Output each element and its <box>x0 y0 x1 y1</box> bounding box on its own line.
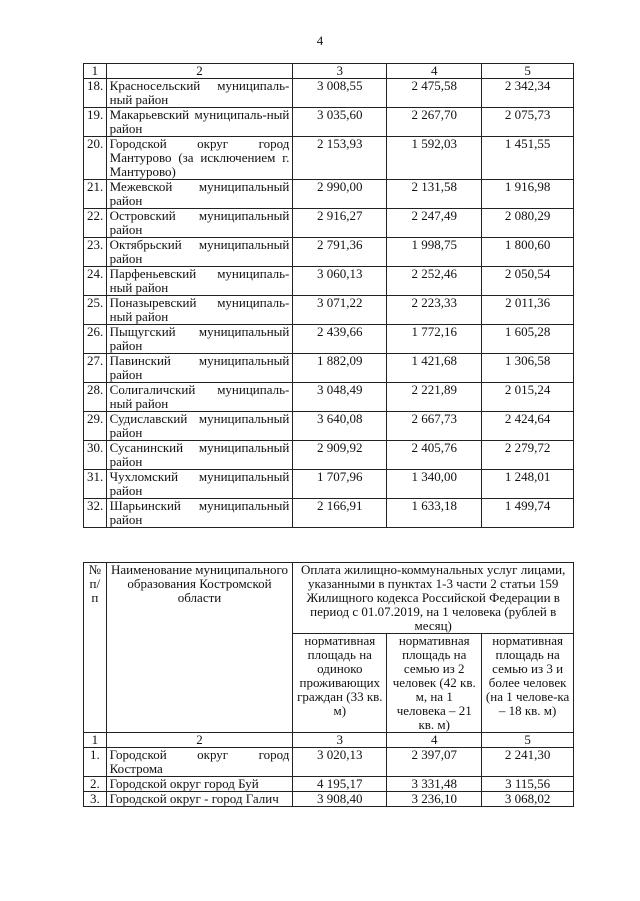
column-number-row <box>84 64 574 79</box>
value-family-3plus: 2 279,72 <box>482 441 574 470</box>
table-row <box>84 267 574 296</box>
municipality-name: Островский муниципальный район <box>106 209 293 238</box>
table-row <box>84 777 574 792</box>
table-row <box>84 108 574 137</box>
table-row <box>84 79 574 108</box>
value-family-3plus: 3 115,56 <box>482 777 574 792</box>
value-family-3plus: 1 499,74 <box>482 499 574 528</box>
value-single: 3 048,49 <box>293 383 387 412</box>
row-number: 21. <box>84 180 107 209</box>
column-number: 2 <box>106 64 293 79</box>
value-family-3plus: 2 424,64 <box>482 412 574 441</box>
subheader-single: нормативная площадь на одиноко проживающих граждан (33 кв. м) <box>293 634 387 733</box>
value-family-3plus: 1 451,55 <box>482 137 574 180</box>
value-family-2: 1 421,68 <box>387 354 482 383</box>
header-municipality: Наименование муниципального образования Костромской области <box>106 563 293 733</box>
table-row <box>84 137 574 180</box>
municipality-name: Поназыревский муниципаль-ный район <box>106 296 293 325</box>
rates-table-continued <box>83 63 574 528</box>
value-single: 2 990,00 <box>293 180 387 209</box>
table-row <box>84 354 574 383</box>
value-family-3plus: 1 916,98 <box>482 180 574 209</box>
value-family-3plus: 1 248,01 <box>482 470 574 499</box>
value-family-3plus: 1 306,58 <box>482 354 574 383</box>
municipality-name: Городской округ город Мантурово (за исключением г. Мантурово) <box>106 137 293 180</box>
header-payment-group: Оплата жилищно-коммунальных услуг лицами, указанными в пунктах 1-3 части 2 статьи 159 Жилищного кодекса Российской Федерации в период с 01.07.2019, на 1 человека (рублей в месяц) <box>293 563 574 634</box>
municipality-name: Межевской муниципальный район <box>106 180 293 209</box>
subheader-family-3plus: нормативная площадь на семью из 3 и более человек (на 1 челове-ка – 18 кв. м) <box>482 634 574 733</box>
municipality-name: Октябрьский муниципальный район <box>106 238 293 267</box>
value-family-2: 1 592,03 <box>387 137 482 180</box>
table-row <box>84 325 574 354</box>
value-family-2: 2 267,70 <box>387 108 482 137</box>
municipality-name: Солигаличский муниципаль-ный район <box>106 383 293 412</box>
row-number: 3. <box>84 792 107 807</box>
row-number: 23. <box>84 238 107 267</box>
row-number: 31. <box>84 470 107 499</box>
value-family-2: 2 247,49 <box>387 209 482 238</box>
value-family-2: 2 252,46 <box>387 267 482 296</box>
value-family-3plus: 2 241,30 <box>482 748 574 777</box>
table-row <box>84 412 574 441</box>
value-family-2: 2 131,58 <box>387 180 482 209</box>
column-number: 3 <box>293 64 387 79</box>
header-row <box>84 563 574 634</box>
table-row <box>84 296 574 325</box>
column-number: 3 <box>293 733 387 748</box>
value-single: 2 166,91 <box>293 499 387 528</box>
value-family-2: 1 772,16 <box>387 325 482 354</box>
value-single: 2 909,92 <box>293 441 387 470</box>
table-row <box>84 441 574 470</box>
value-single: 3 071,22 <box>293 296 387 325</box>
value-single: 3 035,60 <box>293 108 387 137</box>
value-family-3plus: 2 080,29 <box>482 209 574 238</box>
row-number: 32. <box>84 499 107 528</box>
value-family-2: 2 405,76 <box>387 441 482 470</box>
table-row <box>84 238 574 267</box>
municipality-name: Красносельский муниципаль-ный район <box>106 79 293 108</box>
municipality-name: Городской округ - город Галич <box>106 792 293 807</box>
column-number: 4 <box>387 733 482 748</box>
value-single: 3 640,08 <box>293 412 387 441</box>
value-family-2: 3 236,10 <box>387 792 482 807</box>
municipality-name: Парфеньевский муниципаль-ный район <box>106 267 293 296</box>
column-number: 2 <box>106 733 293 748</box>
row-number: 19. <box>84 108 107 137</box>
subheader-family-2: нормативная площадь на семью из 2 человек (42 кв. м, на 1 человека – 21 кв. м) <box>387 634 482 733</box>
row-number: 22. <box>84 209 107 238</box>
value-single: 2 791,36 <box>293 238 387 267</box>
table-row <box>84 209 574 238</box>
value-single: 3 020,13 <box>293 748 387 777</box>
column-number: 4 <box>387 64 482 79</box>
header-number: № п/п <box>84 563 107 733</box>
value-family-3plus: 2 015,24 <box>482 383 574 412</box>
municipality-name: Макарьевский муниципаль-ный район <box>106 108 293 137</box>
row-number: 20. <box>84 137 107 180</box>
value-family-2: 2 475,58 <box>387 79 482 108</box>
value-family-3plus: 2 011,36 <box>482 296 574 325</box>
row-number: 26. <box>84 325 107 354</box>
table-row <box>84 748 574 777</box>
row-number: 29. <box>84 412 107 441</box>
column-number: 5 <box>482 64 574 79</box>
value-family-2: 2 667,73 <box>387 412 482 441</box>
value-single: 3 908,40 <box>293 792 387 807</box>
value-family-2: 1 633,18 <box>387 499 482 528</box>
municipality-name: Городской округ город Буй <box>106 777 293 792</box>
value-family-2: 2 221,89 <box>387 383 482 412</box>
value-family-3plus: 2 050,54 <box>482 267 574 296</box>
row-number: 25. <box>84 296 107 325</box>
value-family-3plus: 1 800,60 <box>482 238 574 267</box>
row-number: 2. <box>84 777 107 792</box>
value-single: 4 195,17 <box>293 777 387 792</box>
value-family-2: 2 223,33 <box>387 296 482 325</box>
table-row <box>84 470 574 499</box>
row-number: 18. <box>84 79 107 108</box>
table-row <box>84 180 574 209</box>
value-single: 2 439,66 <box>293 325 387 354</box>
value-family-3plus: 2 342,34 <box>482 79 574 108</box>
rates-table <box>83 562 574 807</box>
municipality-name: Чухломский муниципальный район <box>106 470 293 499</box>
value-family-2: 3 331,48 <box>387 777 482 792</box>
column-number: 1 <box>84 64 107 79</box>
value-family-2: 1 340,00 <box>387 470 482 499</box>
municipality-name: Судиславский муниципальный район <box>106 412 293 441</box>
row-number: 30. <box>84 441 107 470</box>
value-family-3plus: 2 075,73 <box>482 108 574 137</box>
row-number: 24. <box>84 267 107 296</box>
municipality-name: Сусанинский муниципальный район <box>106 441 293 470</box>
table-row <box>84 383 574 412</box>
value-single: 3 060,13 <box>293 267 387 296</box>
row-number: 1. <box>84 748 107 777</box>
value-single: 1 882,09 <box>293 354 387 383</box>
value-family-2: 1 998,75 <box>387 238 482 267</box>
municipality-name: Пыщугский муниципальный район <box>106 325 293 354</box>
municipality-name: Городской округ город Кострома <box>106 748 293 777</box>
value-single: 3 008,55 <box>293 79 387 108</box>
value-family-3plus: 3 068,02 <box>482 792 574 807</box>
value-single: 1 707,96 <box>293 470 387 499</box>
row-number: 27. <box>84 354 107 383</box>
value-single: 2 916,27 <box>293 209 387 238</box>
table-row <box>84 499 574 528</box>
row-number: 28. <box>84 383 107 412</box>
table-row <box>84 792 574 807</box>
column-number-row <box>84 733 574 748</box>
municipality-name: Павинский муниципальный район <box>106 354 293 383</box>
page-number: 4 <box>316 33 324 48</box>
value-family-3plus: 1 605,28 <box>482 325 574 354</box>
value-single: 2 153,93 <box>293 137 387 180</box>
value-family-2: 2 397,07 <box>387 748 482 777</box>
column-number: 5 <box>482 733 574 748</box>
column-number: 1 <box>84 733 107 748</box>
municipality-name: Шарьинский муниципальный район <box>106 499 293 528</box>
